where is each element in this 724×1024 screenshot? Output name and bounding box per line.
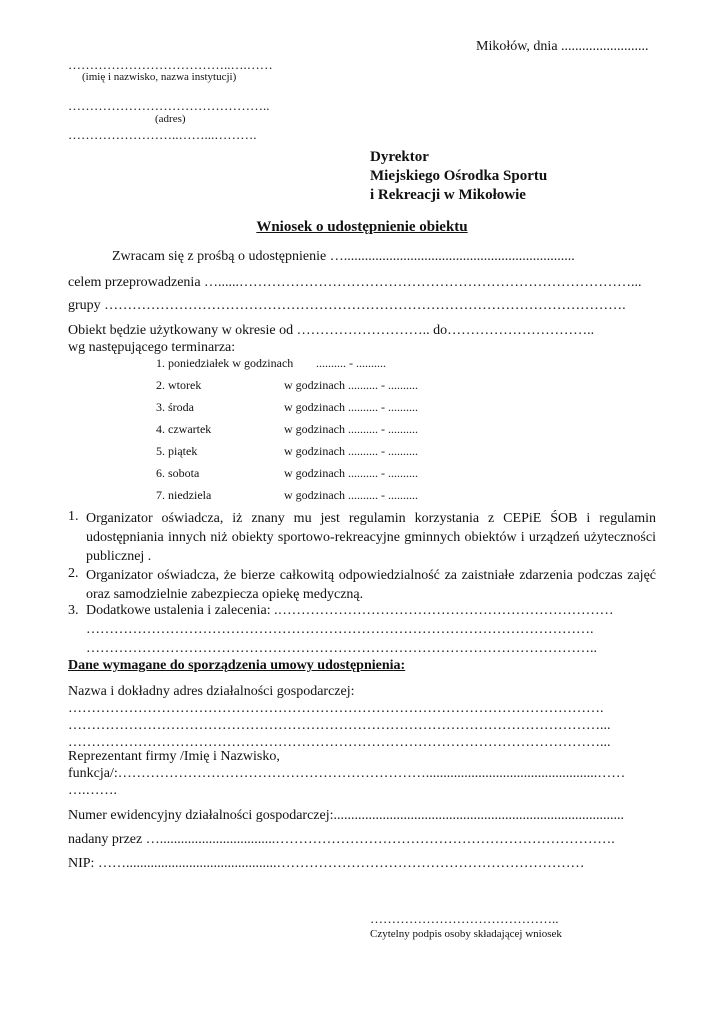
purpose-line: celem przeprowadzenia …......…………………………………………………………………………...	[68, 275, 642, 290]
schedule-day: 7. niedziela	[156, 488, 212, 502]
declaration-dots-line: ………………………………………………………………………………………………..	[86, 641, 597, 656]
schedule-day: 5. piątek	[156, 444, 198, 458]
name-field-line: ………………………………..….……	[68, 57, 273, 72]
address-field-caption: (adres)	[155, 113, 186, 125]
schedule-hours: w godzinach .......... - ..........	[284, 444, 418, 458]
schedule-hours: .......... - ..........	[316, 356, 386, 370]
addressee-line-1: Dyrektor	[370, 149, 429, 165]
declaration-number: 2.	[68, 566, 79, 581]
declaration-text: Organizator oświadcza, iż znany mu jest regulamin korzystania z CEPiE ŚOB i regulamin udostępniania innych niż obiekty sportowo-rekreacyjne gminnych obiektów i urządzeń użyteczności publicznej .	[86, 511, 656, 564]
declaration-text: Organizator oświadcza, że bierze całkowitą odpowiedzialność za zaistniałe zdarzenia podczas zajęć oraz samodzielnie zabezpiecza opiekę medyczną.	[86, 568, 656, 602]
schedule-day: 2. wtorek	[156, 378, 202, 392]
contract-heading: Dane wymagane do sporządzenia umowy udostępnienia:	[68, 658, 406, 673]
issued-by-line: nadany przez ….................................……………………………………………………………….	[68, 832, 615, 847]
signature-caption: Czytelny podpis osoby składającej wniosek	[370, 928, 562, 940]
name-field-caption: (imię i nazwisko, nazwa instytucji)	[82, 71, 237, 83]
registration-number-line: Numer ewidencyjny działalności gospodarczej:...................................................................................	[68, 808, 625, 823]
schedule-day: 1. poniedziałek w godzinach	[156, 356, 294, 370]
place-date: Mikołów, dnia .........................	[476, 39, 649, 54]
declaration-number: 1.	[68, 509, 79, 524]
business-dots-line: ……………………………………………………………………………………………………...	[68, 735, 611, 750]
schedule-label: wg następującego terminarza:	[68, 340, 236, 355]
nip-line: NIP: ……...........................................…………………………………………………………	[68, 856, 585, 871]
schedule-hours: w godzinach .......... - ..........	[284, 488, 418, 502]
function-line: funkcja/:………………………………………………………….................................................……	[68, 766, 626, 781]
schedule-day: 6. sobota	[156, 466, 200, 480]
schedule-hours: w godzinach .......... - ..........	[284, 422, 418, 436]
declaration-number: 3.	[68, 603, 79, 618]
addressee-block	[370, 148, 547, 205]
addressee-line-2: Miejskiego Ośrodka Sportu	[370, 168, 548, 184]
schedule-hours: w godzinach .......... - ..........	[284, 378, 418, 392]
schedule-hours: w godzinach .......... - ..........	[284, 466, 418, 480]
period-line: Obiekt będzie użytkowany w okresie od ……………………….. do…………………………..	[68, 323, 595, 338]
group-line: grupy ………………………………………………………………………………………………….	[68, 298, 626, 313]
address-field-line: ………………………………………..	[68, 98, 270, 113]
declaration-dots-line: ……………………………………………………………………………………………….	[86, 622, 594, 637]
signature-line: ……………………………………..	[370, 911, 559, 926]
business-dots-line: ……………………………………………………………………………………………………...	[68, 718, 611, 733]
business-label: Nazwa i dokładny adres działalności gospodarczej:	[68, 684, 355, 699]
address-field-line-2: ……………………..……...……….	[68, 127, 257, 142]
schedule-day: 3. środa	[156, 400, 194, 414]
function-continuation: ….…….	[68, 783, 117, 798]
request-line: Zwracam się z prośbą o udostępnienie …..................................................................	[112, 249, 575, 264]
business-dots-line: …………………………………………………………………………………………………….	[68, 701, 604, 716]
schedule-hours: w godzinach .......... - ..........	[284, 400, 418, 414]
declaration-text: Dodatkowe ustalenia i zalecenia: .………………………………………………………………	[86, 603, 614, 618]
schedule-day: 4. czwartek	[156, 422, 212, 436]
representative-label: Reprezentant firmy /Imię i Nazwisko,	[68, 749, 280, 764]
addressee-line-3: i Rekreacji w Mikołowie	[370, 187, 526, 203]
document-title: Wniosek o udostępnienie obiektu	[256, 219, 468, 235]
